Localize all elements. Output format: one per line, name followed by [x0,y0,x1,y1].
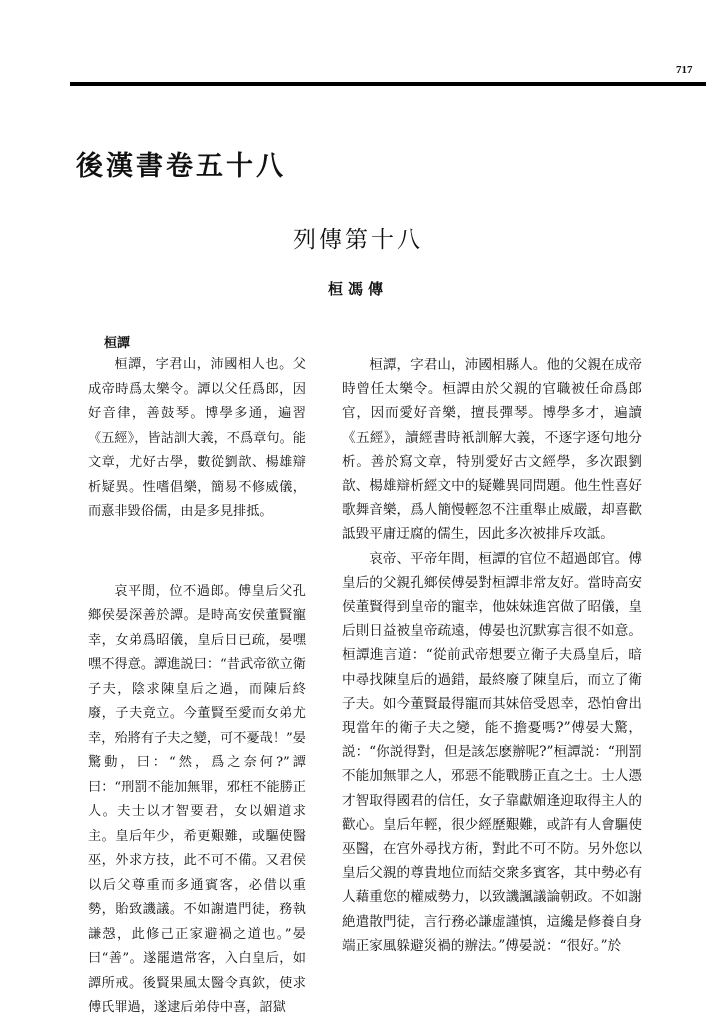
original-paragraph-2: 哀平閒，位不過郎。傅皇后父孔鄉侯晏深善於譚。是時高安侯董賢寵幸，女弟爲昭儀，皇后日已疏，晏嘿嘿不得意。譚進説曰：“昔武帝欲立衛子夫，陰求陳皇后之過，而陳后終廢，子夫竟立。今董賢至愛而女弟尤幸，殆將有子夫之變，可不憂哉！”晏驚動，曰：“然，爲之奈何?”譚曰：“刑罰不能加無罪，邪枉不能勝正人。夫士以才智要君，女以媚道求主。皇后年少，希更艱難，或驅使醫巫，外求方技，此不可不備。又君侯以后父尊重而多通賓客，必借以重勢，貽致譏議。不如謝遣門徒，務執謙愨，此修己正家避禍之道也。”晏曰“善”。遂罷遣常客，入白皇后，如譚所戒。後賢果風太醫令真欽，使求傅氏罪過，遂逮后弟侍中喜，詔獄 [88,583,306,1015]
chapter-title: 列傳第十八 [293,227,423,253]
paragraph-spacer [88,525,306,580]
section-heading: 桓譚 [104,336,131,351]
translation-paragraph-2: 哀帝、平帝年間，桓譚的官位不超過郎官。傅皇后的父親孔鄉侯傅晏對桓譚非常友好。當時高安侯董賢得到皇帝的寵幸，他妹妹進宮做了昭儀，皇后則日益被皇帝疏遠，傅晏也沉默寡言很不如意。桓譚進言道：“從前武帝想要立衛子夫爲皇后，暗中尋找陳皇后的過錯，最終廢了陳皇后，而立了衛子夫。如今董賢最得寵而其妹倍受恩幸，恐怕會出現當年的衛子夫之變，能不擔憂嗎?”傅晏大驚，説：“你説得對，但是該怎麽辦呢?”桓譚説：“刑罰不能加無罪之人，邪惡不能戰勝正直之士。士人憑才智取得國君的信任，女子靠獻媚逢迎取得主人的歡心。皇后年輕，很少經歷艱難，或許有人會驅使巫醫，在宫外尋找方術，對此不可不防。另外您以皇后父親的尊貴地位而結交衆多賓客，其中勢必有人藉重您的權威勢力，以致譏諷議論朝政。不如謝絶遣散門徒，言行務必謙虚謹慎，這纔是修養自身端正家風躲避災禍的辦法。”傅晏説：“很好。”於 [342,550,643,954]
translation-column [342,353,642,958]
original-paragraph-1: 桓譚，字君山，沛國相人也。父成帝時爲太樂令。譚以父任爲郎，因好音律，善鼓琴。博學多通，遍習《五經》，皆詁訓大義，不爲章句。能文章，尤好古學，數從劉歆、楊雄辯析疑異。性嗜倡樂，簡易不修威儀，而憙非毀俗儒，由是多見排抵。 [88,357,306,519]
book-title: 後漢書卷五十八 [76,151,286,182]
chapter-subtitle: 桓馮傳 [327,280,388,298]
page-number: 717 [676,64,693,76]
original-text-column [88,353,306,1021]
header-rule [70,82,706,86]
translation-paragraph-1: 桓譚，字君山，沛國相縣人。他的父親在成帝時曾任太樂令。桓譚由於父親的官職被任命爲郎官，因而愛好音樂，擅長彈琴。博學多才，遍讀《五經》，讀經書時衹訓解大義，不逐字逐句地分析。善於寫文章，特别愛好古文經學，多次跟劉歆、楊雄辯析經文中的疑難異同問題。他生性喜好歌舞音樂，爲人簡慢輕忽不注重舉止威嚴，却喜歡詆毀平庸迂腐的儒生，因此多次被排斥攻詆。 [342,357,642,543]
